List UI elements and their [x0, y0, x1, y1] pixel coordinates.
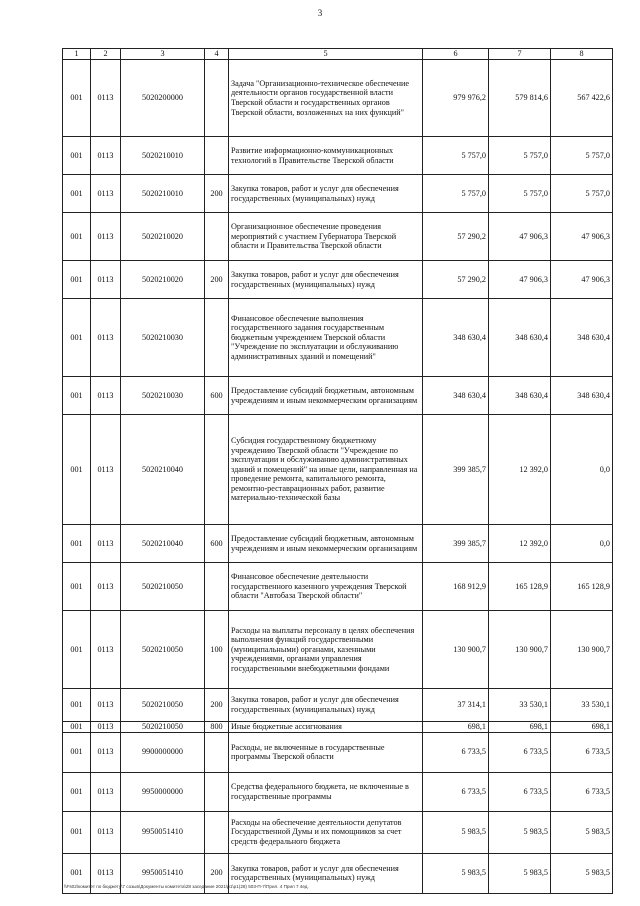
cell-c3: 5020210020: [121, 261, 205, 299]
cell-c3: 5020210010: [121, 175, 205, 213]
cell-c3: 5020210030: [121, 377, 205, 415]
cell-v3: 0,0: [551, 525, 613, 563]
cell-c4: 200: [205, 689, 229, 722]
cell-c2: 0113: [91, 415, 121, 525]
cell-v3: 348 630,4: [551, 377, 613, 415]
table-body: [63, 60, 613, 894]
expense-name-cell: Организационное обеспечение проведения мероприятий с участием Губернатора Тверской области и Правительства Тверской области: [229, 213, 423, 261]
cell-c2: 0113: [91, 853, 121, 893]
cell-v1: 57 290,2: [423, 261, 489, 299]
cell-c1: 001: [63, 525, 91, 563]
cell-c1: 001: [63, 137, 91, 175]
cell-c1: 001: [63, 299, 91, 377]
cell-v1: 37 314,1: [423, 689, 489, 722]
cell-v3: 567 422,6: [551, 60, 613, 137]
cell-v1: 348 630,4: [423, 377, 489, 415]
header-cell: 6: [423, 49, 489, 60]
cell-c3: 5020210020: [121, 213, 205, 261]
cell-v3: 348 630,4: [551, 299, 613, 377]
cell-c4: [205, 213, 229, 261]
cell-v2: 6 733,5: [489, 772, 551, 811]
cell-c1: 001: [63, 853, 91, 893]
cell-c4: [205, 299, 229, 377]
header-cell: 7: [489, 49, 551, 60]
cell-c4: [205, 811, 229, 853]
cell-v1: 979 976,2: [423, 60, 489, 137]
header-cell: 5: [229, 49, 423, 60]
cell-c3: 5020210030: [121, 299, 205, 377]
cell-c1: 001: [63, 60, 91, 137]
cell-v1: 57 290,2: [423, 213, 489, 261]
cell-c1: 001: [63, 377, 91, 415]
table-row: [63, 611, 613, 689]
expense-name-cell: Средства федерального бюджета, не включенные в государственные программы: [229, 772, 423, 811]
expense-name-cell: Развитие информационно-коммуникационных технологий в Правительстве Тверской области: [229, 137, 423, 175]
cell-c4: 200: [205, 853, 229, 893]
cell-c2: 0113: [91, 732, 121, 772]
cell-v1: 5 983,5: [423, 811, 489, 853]
cell-v2: 12 392,0: [489, 525, 551, 563]
expense-name-cell: Расходы на выплаты персоналу в целях обеспечения выполнения функций государственными (муниципальными) органами, казенными учреждениями, органами управления государственными внебюджетными фондами: [229, 611, 423, 689]
expense-name-cell: Предоставление субсидий бюджетным, автономным учреждениям и иным некоммерческим организациям: [229, 525, 423, 563]
table-row: [63, 175, 613, 213]
table-row: [63, 732, 613, 772]
header-cell: 4: [205, 49, 229, 60]
cell-c2: 0113: [91, 137, 121, 175]
cell-v1: 6 733,5: [423, 732, 489, 772]
cell-v3: 33 530,1: [551, 689, 613, 722]
cell-v2: 5 757,0: [489, 175, 551, 213]
cell-c2: 0113: [91, 722, 121, 733]
table-row: [63, 377, 613, 415]
cell-c3: 9950051410: [121, 811, 205, 853]
cell-c3: 5020210040: [121, 525, 205, 563]
cell-c2: 0113: [91, 299, 121, 377]
cell-c1: 001: [63, 175, 91, 213]
cell-c2: 0113: [91, 811, 121, 853]
cell-c2: 0113: [91, 525, 121, 563]
expense-name-cell: Расходы, не включенные в государственные программы Тверской области: [229, 732, 423, 772]
cell-c3: 5020210010: [121, 137, 205, 175]
cell-v1: 5 757,0: [423, 175, 489, 213]
expense-name-cell: Финансовое обеспечение выполнения государственного задания государственным бюджетным учреждением Тверской области "Учреждение по эксплуатации и обслуживанию административных зданий и помещений": [229, 299, 423, 377]
cell-v2: 165 128,9: [489, 563, 551, 611]
table-row: [63, 137, 613, 175]
table-row: [63, 563, 613, 611]
cell-c4: [205, 415, 229, 525]
table-row: [63, 525, 613, 563]
cell-v3: 5 757,0: [551, 137, 613, 175]
expense-name-cell: Задача "Организационно-техническое обеспечение деятельности органов государственной власти Тверской области и государственных органов Тверской области, возложенных на них функций": [229, 60, 423, 137]
cell-v3: 5 983,5: [551, 811, 613, 853]
cell-v2: 348 630,4: [489, 377, 551, 415]
cell-v2: 579 814,6: [489, 60, 551, 137]
cell-c4: [205, 732, 229, 772]
cell-c4: 600: [205, 525, 229, 563]
cell-v2: 6 733,5: [489, 732, 551, 772]
table-row: [63, 722, 613, 733]
cell-c2: 0113: [91, 611, 121, 689]
cell-c3: 9900000000: [121, 732, 205, 772]
cell-c4: [205, 60, 229, 137]
cell-v1: 399 385,7: [423, 415, 489, 525]
cell-c4: 100: [205, 611, 229, 689]
cell-c2: 0113: [91, 175, 121, 213]
cell-c3: 5020210050: [121, 722, 205, 733]
cell-c1: 001: [63, 563, 91, 611]
cell-v1: 130 900,7: [423, 611, 489, 689]
cell-c4: 800: [205, 722, 229, 733]
cell-v1: 698,1: [423, 722, 489, 733]
cell-c2: 0113: [91, 563, 121, 611]
cell-v3: 47 906,3: [551, 213, 613, 261]
cell-c2: 0113: [91, 772, 121, 811]
table-row: [63, 415, 613, 525]
cell-v3: 47 906,3: [551, 261, 613, 299]
cell-c4: 600: [205, 377, 229, 415]
cell-v3: 0,0: [551, 415, 613, 525]
cell-c1: 001: [63, 415, 91, 525]
cell-c2: 0113: [91, 213, 121, 261]
expense-name-cell: Закупка товаров, работ и услуг для обеспечения государственных (муниципальных) нужд: [229, 853, 423, 893]
table-row: [63, 772, 613, 811]
cell-v3: 698,1: [551, 722, 613, 733]
cell-v3: 6 733,5: [551, 732, 613, 772]
expense-name-cell: Закупка товаров, работ и услуг для обеспечения государственных (муниципальных) нужд: [229, 689, 423, 722]
cell-c3: 5020210050: [121, 563, 205, 611]
cell-c3: 5020210050: [121, 689, 205, 722]
cell-v3: 6 733,5: [551, 772, 613, 811]
expense-name-cell: Финансовое обеспечение деятельности государственного казенного учреждения Тверской области "Автобаза Тверской области": [229, 563, 423, 611]
cell-c3: 5020210050: [121, 611, 205, 689]
header-cell: 2: [91, 49, 121, 60]
cell-c1: 001: [63, 213, 91, 261]
page-number: 3: [317, 8, 323, 18]
table-row: [63, 213, 613, 261]
header-cell: 1: [63, 49, 91, 60]
table-row: [63, 261, 613, 299]
cell-v2: 12 392,0: [489, 415, 551, 525]
cell-v1: 168 912,9: [423, 563, 489, 611]
cell-c1: 001: [63, 261, 91, 299]
table-row: [63, 689, 613, 722]
header-cell: 3: [121, 49, 205, 60]
cell-v3: 5 757,0: [551, 175, 613, 213]
cell-c1: 001: [63, 722, 91, 733]
cell-c1: 001: [63, 732, 91, 772]
cell-c2: 0113: [91, 60, 121, 137]
cell-c4: [205, 137, 229, 175]
cell-v2: 698,1: [489, 722, 551, 733]
cell-v2: 5 983,5: [489, 853, 551, 893]
expense-name-cell: Закупка товаров, работ и услуг для обеспечения государственных (муниципальных) нужд: [229, 175, 423, 213]
cell-v1: 348 630,4: [423, 299, 489, 377]
expense-name-cell: Иные бюджетные ассигнования: [229, 722, 423, 733]
cell-v2: 33 530,1: [489, 689, 551, 722]
cell-v3: 165 128,9: [551, 563, 613, 611]
cell-c3: 9950000000: [121, 772, 205, 811]
cell-v2: 348 630,4: [489, 299, 551, 377]
cell-c2: 0113: [91, 261, 121, 299]
expense-name-cell: Предоставление субсидий бюджетным, автономным учреждениям и иным некоммерческим организациям: [229, 377, 423, 415]
cell-c1: 001: [63, 689, 91, 722]
cell-c3: 9950051410: [121, 853, 205, 893]
table-row: [63, 811, 613, 853]
cell-c4: [205, 772, 229, 811]
cell-v2: 47 906,3: [489, 261, 551, 299]
budget-table: [62, 48, 613, 894]
cell-c1: 001: [63, 772, 91, 811]
cell-c3: 5020210040: [121, 415, 205, 525]
cell-v1: 5 757,0: [423, 137, 489, 175]
cell-v1: 6 733,5: [423, 772, 489, 811]
cell-v3: 130 900,7: [551, 611, 613, 689]
cell-v2: 47 906,3: [489, 213, 551, 261]
cell-c4: [205, 563, 229, 611]
cell-c2: 0113: [91, 377, 121, 415]
expense-name-cell: Субсидия государственному бюджетному учреждению Тверской области "Учреждение по эксплуатации и обслуживанию административных зданий и помещений" на иные цели, направленная на проведение ремонта, капитального ремонта, ремонтно-реставрационных работ, развитие материально-технической базы: [229, 415, 423, 525]
header-row: [63, 49, 613, 60]
cell-c1: 001: [63, 811, 91, 853]
cell-c4: 200: [205, 261, 229, 299]
cell-v1: 5 983,5: [423, 853, 489, 893]
header-cell: 8: [551, 49, 613, 60]
expense-name-cell: Расходы на обеспечение деятельности депутатов Государственной Думы и их помощников за счет средств федерального бюджета: [229, 811, 423, 853]
cell-v1: 399 385,7: [423, 525, 489, 563]
cell-c3: 5020200000: [121, 60, 205, 137]
expense-name-cell: Закупка товаров, работ и услуг для обеспечения государственных (муниципальных) нужд: [229, 261, 423, 299]
cell-v2: 5 983,5: [489, 811, 551, 853]
table-row: [63, 299, 613, 377]
cell-v2: 130 900,7: [489, 611, 551, 689]
cell-c4: 200: [205, 175, 229, 213]
cell-v3: 5 983,5: [551, 853, 613, 893]
table-row: [63, 60, 613, 137]
file-path-footer: \\Fs02\комитет по бюджету\7 созыв\Документы комитета\28 заседание 2021\р1\р1(28) 503-П-7\Прил. 4 Прил 7 4ед.: [64, 884, 309, 889]
cell-c2: 0113: [91, 689, 121, 722]
cell-v2: 5 757,0: [489, 137, 551, 175]
cell-c1: 001: [63, 611, 91, 689]
